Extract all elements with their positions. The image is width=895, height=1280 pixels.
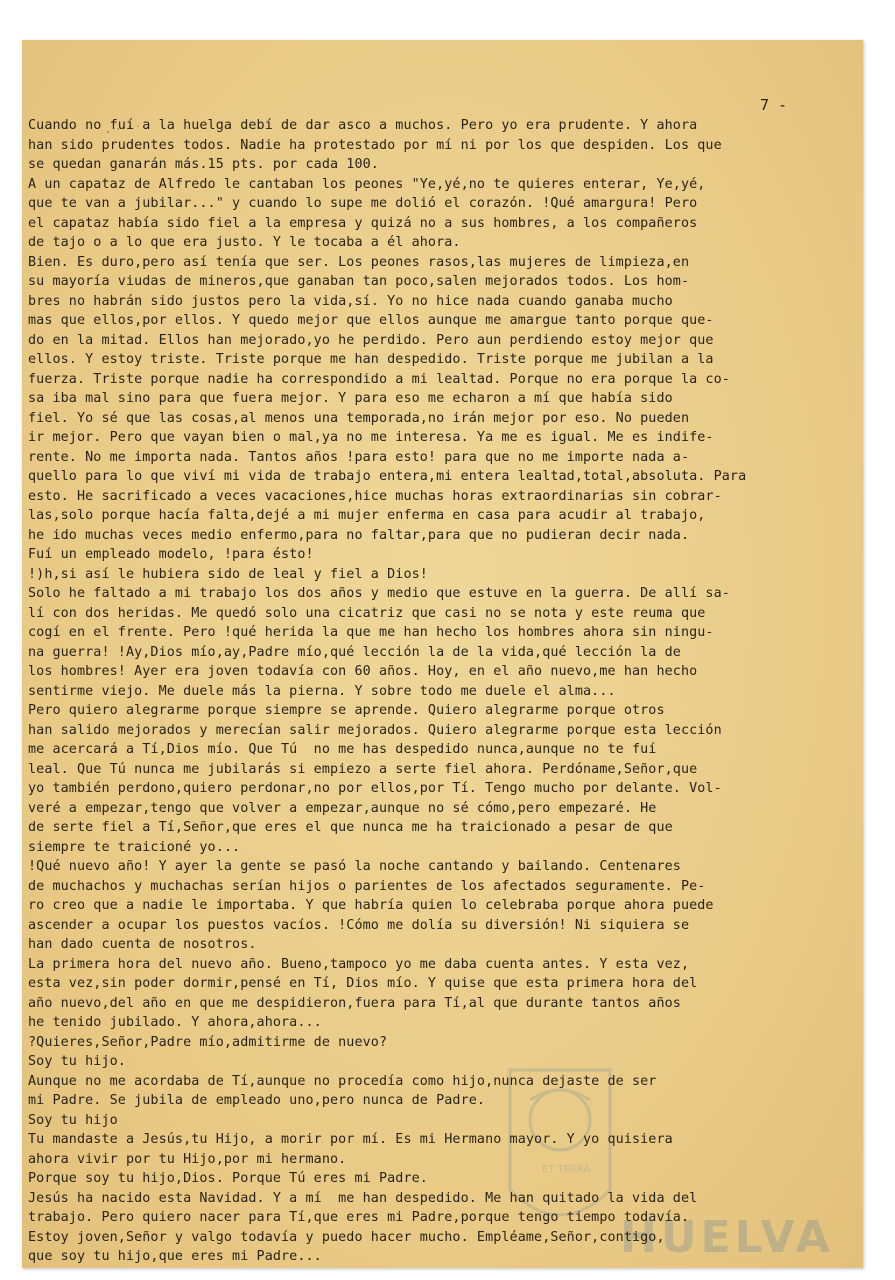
text-line: rente. No me importa nada. Tantos años !para esto! para que no me importe nada a- xyxy=(28,449,690,465)
text-line: siempre te traicioné yo... xyxy=(28,839,241,855)
text-line: Solo he faltado a mi trabajo los dos años y medio que estuve en la guerra. De allí sa- xyxy=(28,586,730,601)
text-line: Aunque no me acordaba de Tí,aunque no procedía como hijo,nunca dejaste de ser xyxy=(28,1073,657,1089)
text-line: Bien. Es duro,pero así tenía que ser. Los peones rasos,las mujeres de limpieza,en xyxy=(28,254,690,270)
text-line: ascender a ocupar los puestos vacíos. !Cómo me dolía su diversión! Ni siquiera se xyxy=(28,917,690,933)
text-line: he tenido jubilado. Y ahora,ahora... xyxy=(28,1015,322,1030)
watermark-text: HUELVA xyxy=(620,1212,834,1263)
text-line: se quedan ganarán más.15 pts. por cada 100. xyxy=(28,157,379,172)
text-line: Estoy joven,Señor y valgo todavía y puedo hacer mucho. Empléame,Señor,contigo, xyxy=(28,1229,665,1245)
text-line: Jesús ha nacido esta Navidad. Y a mí me han despedido. Me han quitado la vida del xyxy=(28,1190,698,1206)
text-line: ir mejor. Pero que vayan bien o mal,ya no me interesa. Ya me es igual. Me es indife- xyxy=(28,430,714,445)
text-line: ellos. Y estoy triste. Triste porque me han despedido. Triste porque me jubilan a la xyxy=(28,352,714,367)
text-line: me acercará a Tí,Dios mío. Que Tú no me has despedido nunca,aunque no te fuí xyxy=(28,742,657,757)
text-line: que soy tu hijo,que eres mi Padre... xyxy=(28,1249,322,1264)
text-line: las,solo porque hacía falta,dejé a mi mujer enferma en casa para acudir al trabajo, xyxy=(28,508,706,523)
text-line: cogí en el frente. Pero !qué herida la que me han hecho los hombres ahora sin ningu- xyxy=(28,625,714,640)
text-line: esta vez,sin poder dormir,pensé en Tí, Dios mío. Y quise que esta primera hora del xyxy=(28,976,698,991)
typed-letter-body xyxy=(28,116,836,1267)
text-line: veré a empezar,tengo que volver a empezar,aunque no sé cómo,pero empezaré. He xyxy=(28,800,657,816)
text-line: Soy tu hijo. xyxy=(28,1054,126,1069)
text-line: los hombres! Ayer era joven todavía con 60 años. Hoy, en el año nuevo,me han hecho xyxy=(28,664,698,679)
text-line: fuerza. Triste porque nadie ha correspondido a mi lealtad. Porque no era porque la co- xyxy=(28,371,730,387)
text-line: lí con dos heridas. Me quedó solo una cicatriz que casi no se nota y este reuma que xyxy=(28,605,706,621)
text-line: La primera hora del nuevo año. Bueno,tampoco yo me daba cuenta antes. Y esta vez, xyxy=(28,956,690,972)
text-line: ?Quieres,Señor,Padre mío,admitirme de nuevo? xyxy=(28,1034,388,1050)
text-line: Soy tu hijo xyxy=(28,1112,118,1128)
text-line: mi Padre. Se jubila de empleado uno,pero nunca de Padre. xyxy=(28,1093,486,1108)
text-line: han sido prudentes todos. Nadie ha protestado por mí ni por los que despiden. Los que xyxy=(28,137,722,153)
text-line: de muchachos y muchachas serían hijos o parientes de los afectados seguramente. Pe- xyxy=(28,878,706,894)
text-line: de serte fiel a Tí,Señor,que eres el que nunca me ha traicionado a pesar de que xyxy=(28,820,673,835)
text-line: sa iba mal sino para que fuera mejor. Y para eso me echaron a mí que había sido xyxy=(28,391,673,406)
text-line: que te van a jubilar..." y cuando lo supe me dolió el corazón. !Qué amargura! Pero xyxy=(28,196,698,211)
text-line: han dado cuenta de nosotros. xyxy=(28,937,257,952)
text-line: el capataz había sido fiel a la empresa y quizá no a sus hombres, a los compañeros xyxy=(28,215,698,231)
text-line: leal. Que Tú nunca me jubilarás si empiezo a serte fiel ahora. Perdóname,Señor,que xyxy=(28,761,698,777)
text-line: mas que ellos,por ellos. Y quedo mejor que ellos aunque me amargue tanto porque que- xyxy=(28,313,714,328)
text-line: han salido mejorados y merecían salir mejorados. Quiero alegrarme porque esta lección xyxy=(28,722,722,738)
page-number: 7 - xyxy=(760,96,788,114)
text-line: yo también perdono,quiero perdonar,no por ellos,por Tí. Tengo mucho por delante. Vol- xyxy=(28,781,722,796)
text-line: A un capataz de Alfredo le cantaban los peones "Ye,yé,no te quieres enterar, Ye,yé, xyxy=(28,176,706,192)
text-line: ro creo que a nadie le importaba. Y que habría quien lo celebraba porque ahora puede xyxy=(28,898,714,913)
text-line: quello para lo que viví mi vida de trabajo entera,mi entera lealtad,total,absoluta. Para xyxy=(28,469,747,484)
text-line: Pero quiero alegrarme porque siempre se aprende. Quiero alegrarme porque otros xyxy=(28,703,665,718)
text-line: ahora vivir por tu Hijo,por mi hermano. xyxy=(28,1151,347,1167)
text-line: !)h,si así le hubiera sido de leal y fiel a Dios! xyxy=(28,566,428,582)
text-line: fiel. Yo sé que las cosas,al menos una temporada,no irán mejor por eso. No pueden xyxy=(28,410,690,426)
text-line: sentirme viejo. Me duele más la pierna. Y sobre todo me duele el alma... xyxy=(28,683,616,699)
text-line: su mayoría viudas de mineros,que ganaban tan poco,salen mejorados todos. Los hom- xyxy=(28,274,690,289)
text-line: Cuando no fuí a la huelga debí de dar asco a muchos. Pero yo era prudente. Y ahora xyxy=(28,118,698,133)
text-line: na guerra! !Ay,Dios mío,ay,Padre mío,qué lección la de la vida,qué lección la de xyxy=(28,644,681,660)
text-line: Porque soy tu hijo,Dios. Porque Tú eres mi Padre. xyxy=(28,1171,428,1186)
text-line: he ido muchas veces medio enfermo,para no faltar,para que no pudieran decir nada. xyxy=(28,527,690,543)
text-line: Tu mandaste a Jesús,tu Hijo, a morir por mí. Es mi Hermano mayor. Y yo quisiera xyxy=(28,1132,673,1147)
text-line: do en la mitad. Ellos han mejorado,yo he perdido. Pero aun perdiendo estoy mejor que xyxy=(28,332,714,348)
text-line: trabajo. Pero quiero nacer para Tí,que eres mi Padre,porque tengo tiempo todavía. xyxy=(28,1210,690,1225)
text-line: Fuí un empleado modelo, !para ésto! xyxy=(28,547,314,562)
text-line: año nuevo,del año en que me despidieron,fuera para Tí,al que durante tantos años xyxy=(28,995,681,1011)
text-line: esto. He sacrificado a veces vacaciones,hice muchas horas extraordinarias sin cobrar- xyxy=(28,488,722,504)
text-line: !Qué nuevo año! Y ayer la gente se pasó la noche cantando y bailando. Centenares xyxy=(28,859,681,874)
text-line: bres no habrán sido justos pero la vida,sí. Yo no hice nada cuando ganaba mucho xyxy=(28,293,673,309)
text-line: de tajo o a lo que era justo. Y le tocaba a él ahora. xyxy=(28,235,461,250)
seal-text: ET TERRA xyxy=(542,1164,591,1175)
